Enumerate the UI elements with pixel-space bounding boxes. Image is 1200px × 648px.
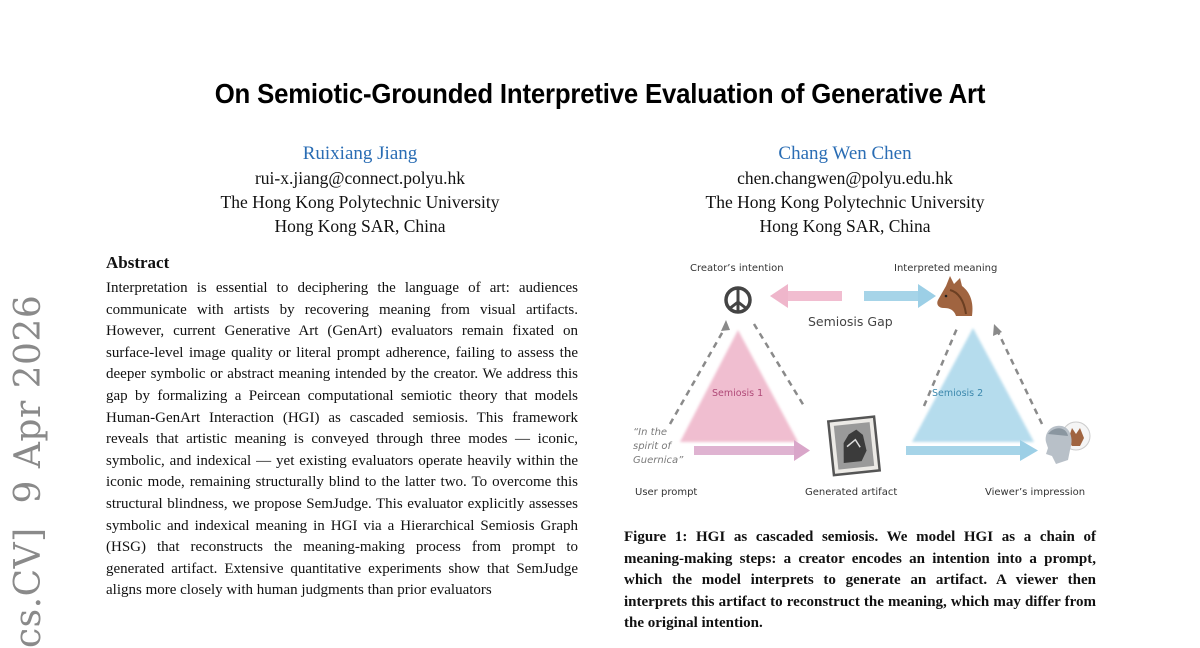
label-user-prompt: User prompt <box>635 487 698 498</box>
gap-arrow-blue-body <box>864 291 920 301</box>
figure-diagram <box>628 256 1100 506</box>
arrowhead <box>993 324 1002 336</box>
thinking-head-icon <box>1046 422 1090 464</box>
gap-arrow-blue-head <box>918 284 936 308</box>
prompt-arrow-head <box>794 440 810 461</box>
figure-1 <box>628 256 1100 506</box>
label-creator-intention: Creator’s intention <box>690 263 784 274</box>
prompt-quote: “In the spirit of Guernica” <box>633 427 684 466</box>
author-affiliation: The Hong Kong Polytechnic University <box>705 192 985 212</box>
artwork-frame-icon <box>828 417 879 476</box>
label-viewers-impression: Viewer’s impression <box>985 487 1086 498</box>
author-block-2 <box>665 142 1025 238</box>
author-affiliation: The Hong Kong Polytechnic University <box>220 192 500 212</box>
semiosis-1-triangle <box>680 330 798 442</box>
author-email: chen.changwen@polyu.edu.hk <box>737 168 953 188</box>
label-semiosis-1: Semiosis 1 <box>712 388 764 399</box>
abstract-section <box>106 252 578 602</box>
semiosis-2-triangle <box>912 328 1034 442</box>
figure-caption: Figure 1: HGI as cascaded semiosis. We model HGI as a chain of meaning-making steps: a creator encodes an intention into a prompt, which the model interprets to generate an artifact. A viewer then interprets this artifact to reconstruct the meaning, which may differ from the original intention. <box>624 529 1096 631</box>
arxiv-stamp <box>8 294 49 648</box>
peace-sign-icon <box>726 288 750 312</box>
artifact-arrow-body <box>906 446 1022 455</box>
label-generated-artifact: Generated artifact <box>805 487 898 498</box>
author-email: rui-x.jiang@connect.polyu.hk <box>254 168 466 188</box>
arxiv-category: cs.CV] <box>8 527 49 648</box>
author-location: Hong Kong SAR, China <box>274 216 446 236</box>
author-location: Hong Kong SAR, China <box>759 216 931 236</box>
author-name[interactable]: Chang Wen Chen <box>778 143 912 164</box>
prompt-arrow-body <box>694 446 798 455</box>
label-semiosis-gap: Semiosis Gap <box>808 314 893 329</box>
label-interpreted-meaning: Interpreted meaning <box>894 263 998 274</box>
author-block-1 <box>180 142 540 238</box>
abstract-text: Interpretation is essential to deciphering the language of art: audiences communicate with artists by recovering meaning from visual artifacts. However, current Generative Art (GenArt) evaluators remain fixated on surface-level image quality or literal prompt adherence, failing to assess the deeper symbolic or abstract meaning intended by the creator. We address this gap by formalizing a Peircean computational semiotic theory that models Human-GenArt Interaction (HGI) as cascaded semiosis. This framework reveals that artistic meaning is conveyed through three modes — iconic, symbolic, and indexical — yet existing evaluators operate heavily within the iconic mode, remaining structurally blind to the latter two. To overcome this structural blindness, we propose SemJudge. This evaluator explicitly assesses symbolic and indexical meaning in HGI via a Hierarchical Semiosis Graph (HSG) that reconstructs the meaning-making process from prompt to generated artifact. Extensive quantitative experiments show that SemJudge aligns more closely with human judgments than prior evaluators <box>106 280 578 599</box>
arxiv-date: 9 Apr 2026 <box>8 294 49 504</box>
gap-arrow-pink-head <box>770 284 788 308</box>
arrowhead <box>721 320 730 331</box>
artifact-arrow-head <box>1020 440 1038 461</box>
horse-head-icon <box>937 276 972 316</box>
paper-title: On Semiotic-Grounded Interpretive Evaluation of Generative Art <box>214 77 986 109</box>
gap-arrow-pink-body <box>786 291 842 301</box>
abstract-heading: Abstract <box>106 253 170 272</box>
author-name[interactable]: Ruixiang Jiang <box>302 143 418 164</box>
label-semiosis-2: Semiosis 2 <box>932 388 984 399</box>
